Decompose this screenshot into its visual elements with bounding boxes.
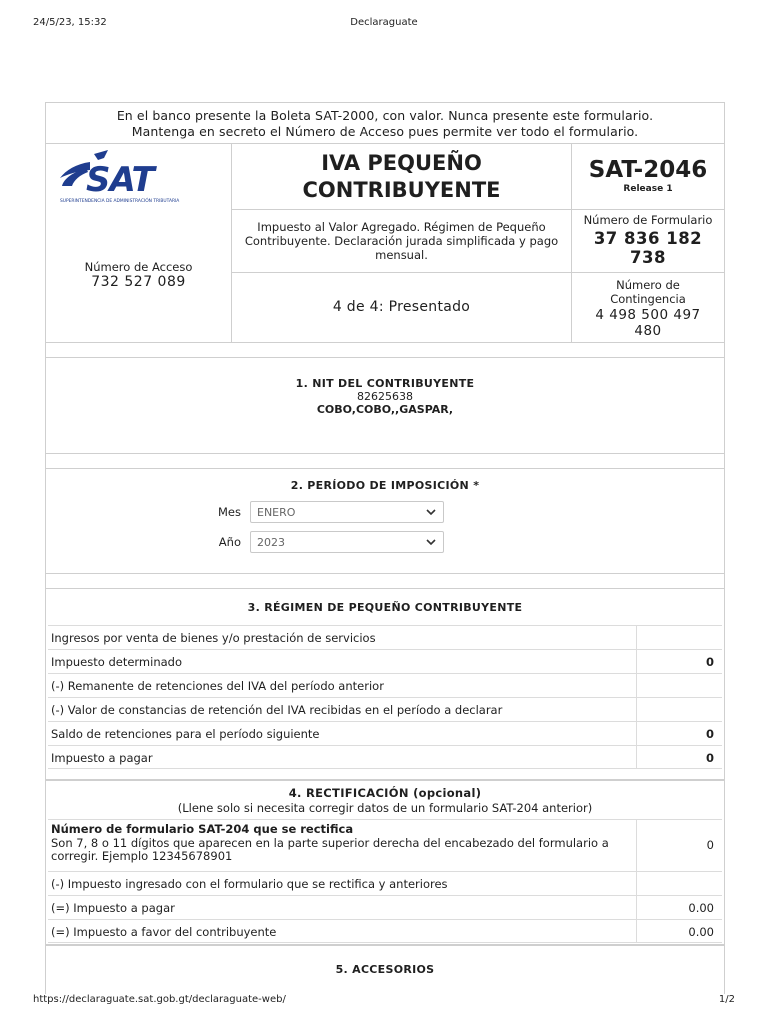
form-title-line-2: CONTRIBUYENTE <box>302 178 501 202</box>
print-footer <box>33 994 735 1008</box>
table-row <box>48 673 722 697</box>
section-rectification <box>46 780 724 945</box>
table-row <box>48 721 722 745</box>
contingency-value-2: 480 <box>634 323 662 339</box>
chevron-down-icon <box>425 506 437 518</box>
month-select[interactable] <box>250 501 444 523</box>
rectify-help: Son 7, 8 o 11 dígitos que aparecen en la parte superior derecha del encabezado del formulario a corregir. Ejemplo 12345678901 <box>51 835 609 863</box>
section-period-title: 2. PERÍODO DE IMPOSICIÓN * <box>290 479 480 492</box>
row-value: 0 <box>636 722 722 745</box>
row-value: 0 <box>636 650 722 673</box>
month-value: ENERO <box>257 506 296 519</box>
form-release: Release 1 <box>623 184 673 194</box>
section-rectification-subtitle: (Llene solo si necesita corregir datos de un formulario SAT-204 anterior) <box>177 801 593 815</box>
form-number-line-1: 37 836 182 <box>593 229 703 248</box>
logo-subtitle: SUPERINTENDENCIA DE ADMINISTRACIÓN TRIBUTARIA <box>60 199 180 204</box>
table-row <box>48 871 722 895</box>
section-accessories-title: 5. ACCESORIOS <box>335 963 435 976</box>
chevron-down-icon <box>425 536 437 548</box>
row-value[interactable] <box>636 674 722 697</box>
sat-logo-icon <box>46 144 232 210</box>
form-description: Impuesto al Valor Agregado. Régimen de Pequeño Contribuyente. Declaración jurada simplificada y pago mensual. <box>232 210 572 273</box>
logo-text: SAT <box>86 160 154 200</box>
print-datetime: 24/5/23, 15:32 <box>33 17 107 28</box>
access-value: 732 527 089 <box>91 274 186 290</box>
notice-line-1: En el banco presente la Boleta SAT-2000, con valor. Nunca presente este formulario. <box>116 108 654 123</box>
section-accessories <box>46 945 724 994</box>
row-label: Ingresos por venta de bienes y/o prestación de servicios <box>51 631 376 645</box>
print-title: Declaraguate <box>350 17 418 28</box>
row-label: Impuesto a pagar <box>51 751 153 765</box>
notice-line-2: Mantenga en secreto el Número de Acceso pues permite ver todo el formulario. <box>131 124 639 139</box>
access-label: Número de Acceso <box>84 260 193 274</box>
access-number <box>46 210 232 343</box>
contingency-number <box>572 273 724 343</box>
section-regime <box>46 589 724 780</box>
form-number-label: Número de Formulario <box>583 213 713 227</box>
rectify-label: Número de formulario SAT-204 que se rectifica <box>51 822 354 836</box>
declaration-form <box>45 102 725 994</box>
page-number: 1/2 <box>718 994 735 1005</box>
table-row <box>48 649 722 673</box>
section-nit <box>46 358 724 454</box>
contingency-value-1: 4 498 500 497 <box>595 307 701 323</box>
form-title <box>232 144 572 210</box>
contingency-label-1: Número de <box>616 278 680 292</box>
form-code-value: SAT-2046 <box>588 157 708 183</box>
taxpayer-name: COBO,COBO,,GASPAR, <box>316 403 454 416</box>
form-code <box>572 144 724 210</box>
row-label: Impuesto determinado <box>51 655 183 669</box>
form-status: 4 de 4: Presentado <box>232 273 572 343</box>
year-select[interactable] <box>250 531 444 553</box>
row-value[interactable] <box>636 872 722 895</box>
row-value[interactable] <box>636 626 722 649</box>
row-label: (=) Impuesto a favor del contribuyente <box>51 925 277 939</box>
row-label: (-) Impuesto ingresado con el formulario que se rectifica y anteriores <box>51 877 448 891</box>
row-label: (=) Impuesto a pagar <box>51 901 175 915</box>
table-row <box>48 745 722 769</box>
spacer <box>46 343 724 358</box>
section-nit-title: 1. NIT DEL CONTRIBUYENTE <box>295 377 475 390</box>
row-value: 0 <box>636 746 722 768</box>
bank-notice <box>46 103 724 144</box>
row-label: Saldo de retenciones para el período siguiente <box>51 727 320 741</box>
table-row <box>48 895 722 919</box>
table-row <box>48 919 722 943</box>
row-label: (-) Valor de constancias de retención del IVA recibidas en el período a declarar <box>51 703 503 717</box>
form-number <box>572 210 724 273</box>
table-row <box>48 819 722 871</box>
section-rectification-title: 4. RECTIFICACIÓN (opcional) <box>288 786 482 800</box>
spacer <box>46 454 724 469</box>
row-value: 0.00 <box>636 896 722 919</box>
form-number-line-2: 738 <box>630 248 666 267</box>
section-regime-title: 3. RÉGIMEN DE PEQUEÑO CONTRIBUYENTE <box>247 601 523 614</box>
form-title-line-1: IVA PEQUEÑO <box>321 151 482 175</box>
print-header <box>33 17 735 31</box>
print-url[interactable]: https://declaraguate.sat.gob.gt/declaraguate-web/ <box>33 994 286 1005</box>
row-label: (-) Remanente de retenciones del IVA del período anterior <box>51 679 384 693</box>
row-value[interactable] <box>636 698 722 721</box>
table-row <box>48 697 722 721</box>
year-value: 2023 <box>257 536 285 549</box>
spacer <box>46 574 724 589</box>
row-value: 0.00 <box>636 920 722 942</box>
contingency-label-2: Contingencia <box>610 292 686 306</box>
section-period <box>46 469 724 574</box>
sat-logo <box>46 144 232 210</box>
month-label: Mes <box>218 505 241 519</box>
nit-value: 82625638 <box>357 390 413 403</box>
rectify-value[interactable]: 0 <box>636 820 722 871</box>
table-row <box>48 625 722 649</box>
year-label: Año <box>218 535 241 549</box>
